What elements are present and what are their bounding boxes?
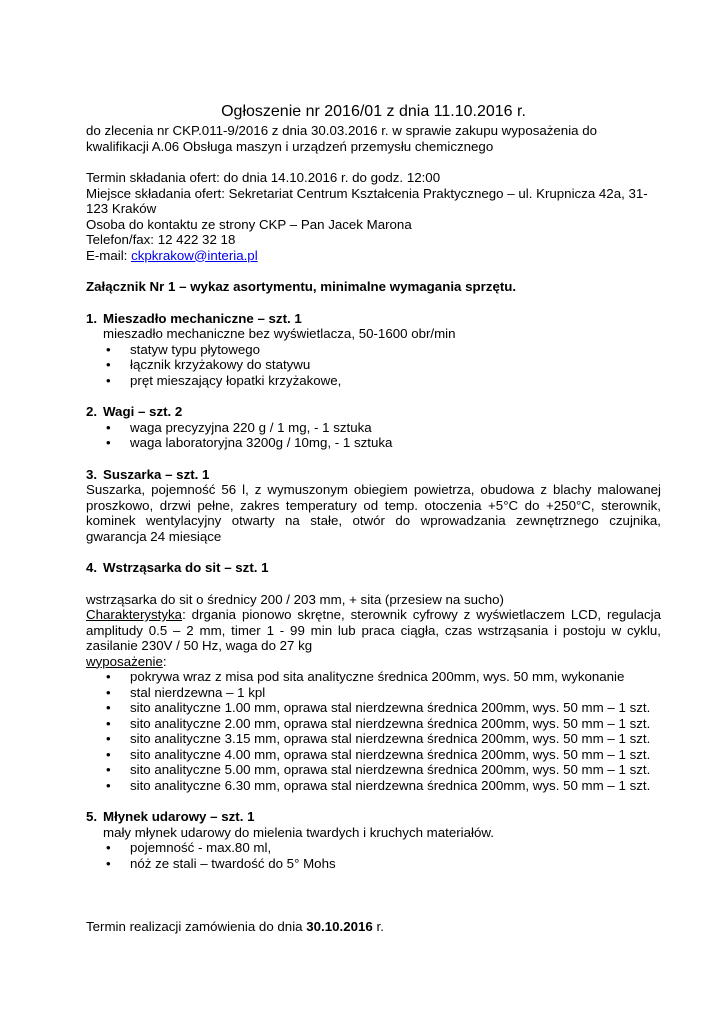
item-5-title: Młynek udarowy – szt. 1	[103, 809, 255, 824]
characteristics-text: : drgania pionowo skrętne, sterownik cyfrowy z wyświetlaczem LCD, regulacja amplitudy 0.5 – 2 mm, timer 1 - 99 min lub praca ciągła, czas wstrząsania i postoju w cyklu, zasilanie 230V / 50 Hz, waga do 27 kg	[86, 607, 661, 653]
characteristics-label: Charakterystyka	[86, 607, 183, 622]
list-item: • waga laboratoryjna 3200g / 10mg, - 1 sztuka	[86, 435, 661, 451]
item-1-number: 1.	[86, 310, 98, 326]
item-5-list	[86, 840, 661, 871]
list-item: • sito analityczne 5.00 mm, oprawa stal nierdzewna średnica 200mm, wys. 50 mm – 1 szt.	[86, 762, 661, 778]
item-2-number: 2.	[86, 404, 98, 419]
list-item: • stal nierdzewna – 1 kpl	[86, 685, 661, 701]
item-4-title: Wstrząsarka do sit – szt. 1	[103, 560, 269, 575]
item-5-desc: mały młynek udarowy do mielenia twardych i kruchych materiałów.	[103, 824, 494, 840]
item-3-heading	[86, 467, 661, 483]
item-3-number: 3.	[86, 466, 98, 482]
item-5-number: 5.	[86, 809, 98, 824]
offer-place: Miejsce składania ofert: Sekretariat Centrum Kształcenia Praktycznego – ul. Krupnicza 42a, 31-123 Kraków	[86, 185, 648, 216]
item-4-characteristics	[86, 607, 661, 654]
item-5-heading	[86, 809, 661, 825]
item-4-list	[86, 669, 661, 793]
item-2-title: Wagi – szt. 2	[103, 404, 183, 419]
list-item: • pokrywa wraz z misa pod sita analityczne średnica 200mm, wys. 50 mm, wykonanie	[86, 669, 661, 685]
delivery-deadline	[86, 919, 661, 935]
list-item: • pręt mieszający łopatki krzyżakowe,	[86, 373, 661, 389]
delivery-suffix: r.	[372, 919, 384, 934]
item-1-list	[86, 342, 661, 389]
email-label: E-mail:	[86, 247, 132, 263]
intro-text: do zlecenia nr CKP.011-9/2016 z dnia 30.03.2016 r. w sprawie zakupu wyposażenia do kwalifikacji A.06 Obsługa maszyn i urządzeń przemysłu chemicznego	[86, 123, 598, 154]
item-3-title: Suszarka – szt. 1	[103, 466, 210, 482]
list-item: • sito analityczne 2.00 mm, oprawa stal nierdzewna średnica 200mm, wys. 50 mm – 1 szt.	[86, 716, 661, 732]
equipment-label: wyposażenie	[86, 653, 163, 669]
list-item: • sito analityczne 1.00 mm, oprawa stal nierdzewna średnica 200mm, wys. 50 mm – 1 szt.	[86, 700, 661, 716]
offer-deadline: Termin składania ofert: do dnia 14.10.2016 r. do godz. 12:00	[86, 170, 441, 185]
list-item: • łącznik krzyżakowy do statywu	[86, 357, 661, 373]
list-item: • statyw typu płytowego	[86, 342, 661, 358]
item-3-desc: Suszarka, pojemność 56 l, z wymuszonym obiegiem powietrza, obudowa z blachy malowanej proszkowo, drzwi pełne, zakres temperatury od temp. otoczenia +5°C do +250°C, sterownik, kominek wentylacyjny otwarty na stałe, otwór do wprowadzania zewnętrznego czujnika, gwarancja 24 miesiące	[86, 482, 661, 544]
contact-phone: Telefon/fax: 12 422 32 18	[86, 232, 236, 247]
list-item: • sito analityczne 4.00 mm, oprawa stal nierdzewna średnica 200mm, wys. 50 mm – 1 szt.	[86, 747, 661, 763]
item-2-heading	[86, 404, 661, 420]
contact-email-line	[86, 248, 661, 264]
delivery-date: 30.10.2016	[306, 919, 373, 934]
document-page	[86, 102, 661, 935]
item-4-equipment-label-line	[86, 654, 661, 670]
equipment-colon: :	[162, 653, 167, 669]
item-4-number: 4.	[86, 560, 98, 575]
item-1-heading	[86, 311, 661, 327]
list-item: • nóż ze stali – twardość do 5° Mohs	[86, 856, 661, 872]
item-2-list	[86, 420, 661, 451]
contact-person: Osoba do kontaktu ze strony CKP – Pan Jacek Marona	[86, 216, 412, 232]
list-item: • waga precyzyjna 220 g / 1 mg, - 1 sztuka	[86, 420, 661, 436]
item-4-desc: wstrząsarka do sit o średnicy 200 / 203 mm, + sita (przesiew na sucho)	[86, 591, 504, 607]
item-1-desc: mieszadło mechaniczne bez wyświetlacza, 50-1600 obr/min	[103, 326, 456, 341]
email-link[interactable]: ckpkrakow@interia.pl	[131, 247, 258, 263]
delivery-text: Termin realizacji zamówienia do dnia	[86, 919, 307, 934]
item-1-title: Mieszadło mechaniczne – szt. 1	[103, 310, 302, 326]
page-title: Ogłoszenie nr 2016/01 z dnia 11.10.2016 r.	[221, 103, 526, 120]
item-4-heading	[86, 560, 661, 576]
list-item: • pojemność - max.80 ml,	[86, 840, 661, 856]
attachment-heading: Załącznik Nr 1 – wykaz asortymentu, minimalne wymagania sprzętu.	[86, 279, 517, 294]
list-item: • sito analityczne 6.30 mm, oprawa stal nierdzewna średnica 200mm, wys. 50 mm – 1 szt.	[86, 778, 661, 794]
list-item: • sito analityczne 3.15 mm, oprawa stal nierdzewna średnica 200mm, wys. 50 mm – 1 szt.	[86, 731, 661, 747]
